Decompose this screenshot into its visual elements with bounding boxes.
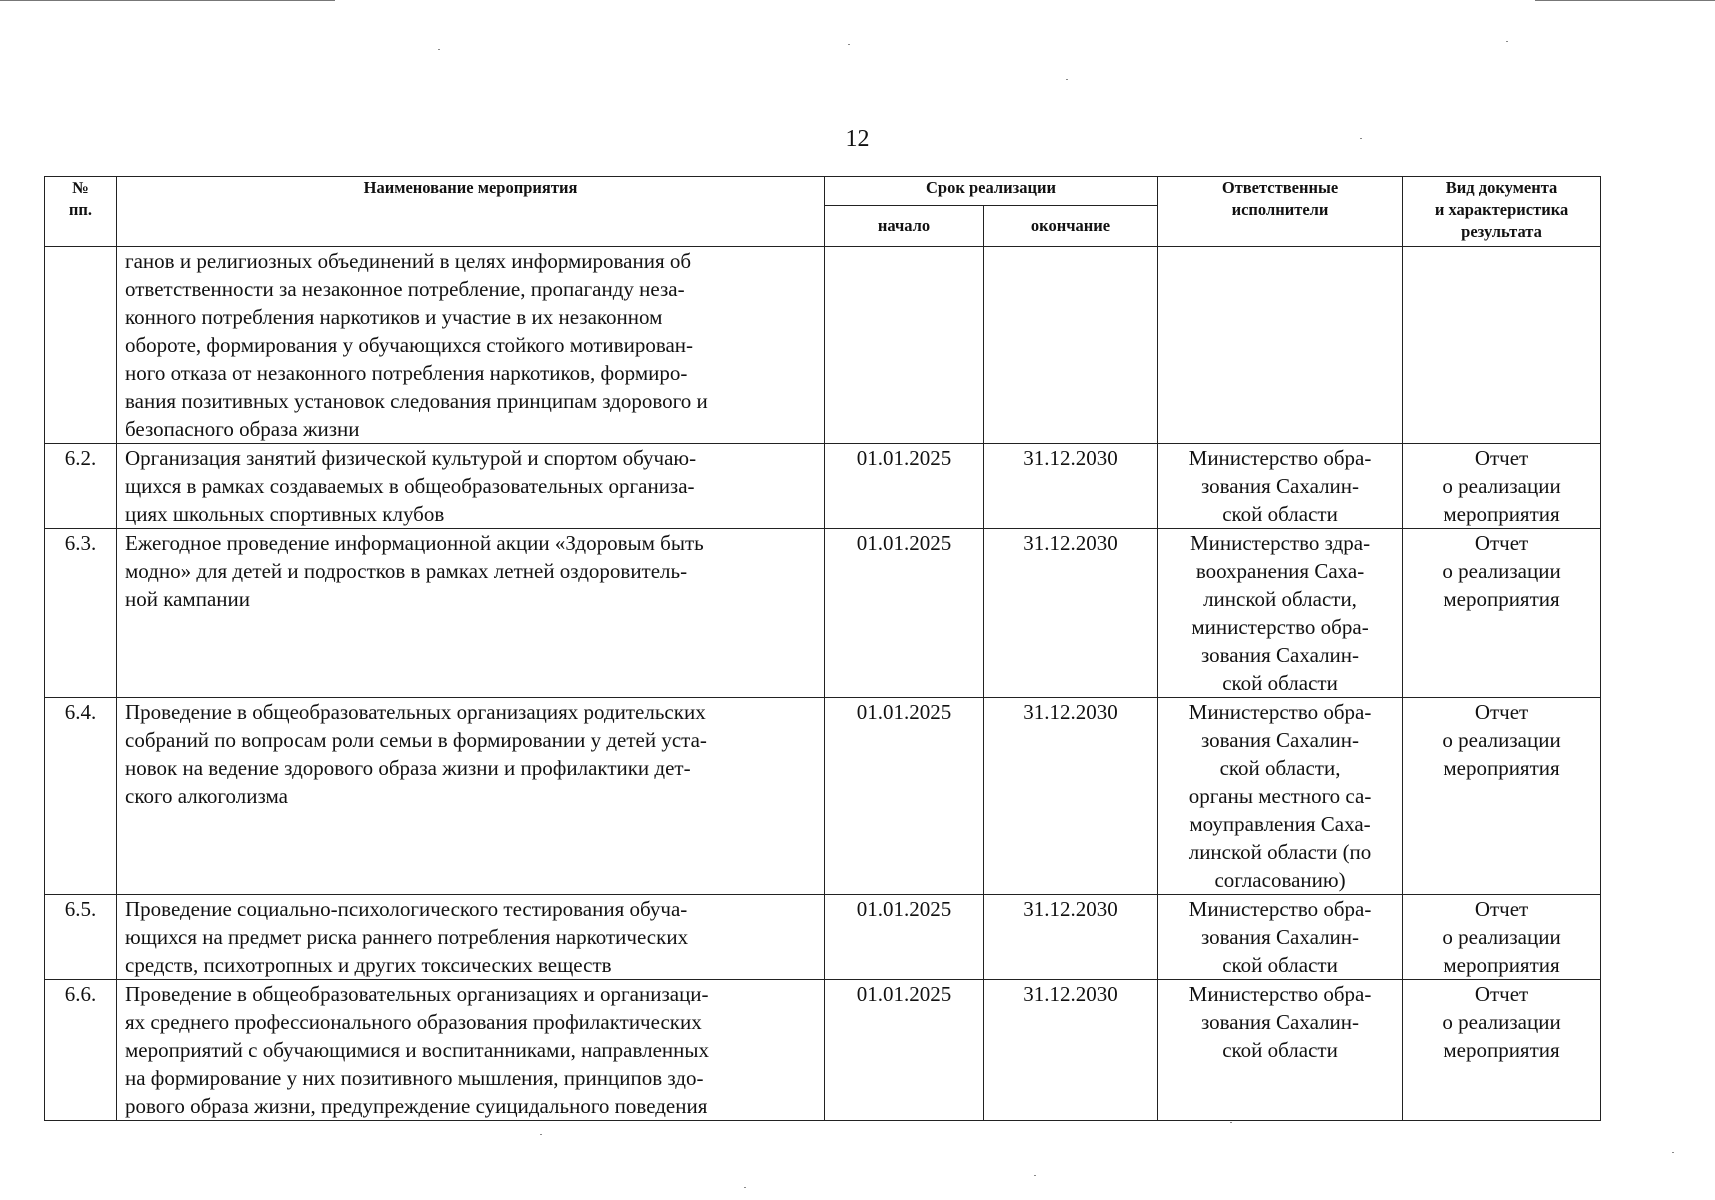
row-document: Отчет о реализации мероприятия — [1403, 444, 1601, 529]
row-document: Отчет о реализации мероприятия — [1403, 980, 1601, 1121]
scan-speck — [438, 49, 440, 50]
row-document — [1403, 247, 1601, 444]
scan-edge-right — [1535, 0, 1715, 1]
table-header — [45, 177, 1601, 247]
row-number — [45, 247, 117, 444]
header-executors: Ответственные исполнители — [1158, 177, 1403, 247]
row-end-date — [984, 247, 1158, 444]
row-executors: Министерство здра- воохранения Саха- линской области, министерство обра- зования Сахалин- ской области — [1158, 529, 1403, 698]
header-end: окончание — [984, 206, 1158, 247]
events-table — [44, 176, 1601, 1121]
row-event-name: Организация занятий физической культурой и спортом обучаю- щихся в рамках создаваемых в общеобразовательных организа- циях школьных спортивных клубов — [117, 444, 825, 529]
table-row — [45, 247, 1601, 444]
row-executors — [1158, 247, 1403, 444]
header-name: Наименование мероприятия — [117, 177, 825, 247]
scan-speck — [540, 1134, 542, 1135]
page-number: 12 — [845, 126, 870, 152]
row-start-date: 01.01.2025 — [825, 980, 984, 1121]
table-row — [45, 698, 1601, 895]
scan-speck — [1230, 1122, 1232, 1123]
row-start-date: 01.01.2025 — [825, 895, 984, 980]
scan-speck — [1066, 79, 1068, 80]
row-document: Отчет о реализации мероприятия — [1403, 895, 1601, 980]
row-start-date — [825, 247, 984, 444]
table-row — [45, 444, 1601, 529]
row-end-date: 31.12.2030 — [984, 444, 1158, 529]
row-event-name: Проведение социально-психологического тестирования обуча- ющихся на предмет риска раннего потребления наркотических средств, психотропных и других токсических веществ — [117, 895, 825, 980]
table-row — [45, 529, 1601, 698]
scan-speck — [1672, 1152, 1674, 1153]
row-number: 6.4. — [45, 698, 117, 895]
row-number: 6.5. — [45, 895, 117, 980]
row-end-date: 31.12.2030 — [984, 529, 1158, 698]
scan-speck — [1506, 41, 1508, 42]
row-executors: Министерство обра- зования Сахалин- ской области — [1158, 444, 1403, 529]
header-period: Срок реализации — [825, 177, 1158, 206]
scan-speck — [1360, 138, 1362, 139]
row-end-date: 31.12.2030 — [984, 895, 1158, 980]
row-start-date: 01.01.2025 — [825, 698, 984, 895]
row-end-date: 31.12.2030 — [984, 698, 1158, 895]
row-start-date: 01.01.2025 — [825, 529, 984, 698]
scan-speck — [1034, 1175, 1036, 1176]
scan-edge-left — [0, 0, 335, 1]
row-executors: Министерство обра- зования Сахалин- ской области, органы местного са- моуправления Саха- линской области (по согласованию) — [1158, 698, 1403, 895]
header-document: Вид документа и характеристика результата — [1403, 177, 1601, 247]
row-document: Отчет о реализации мероприятия — [1403, 529, 1601, 698]
row-number: 6.3. — [45, 529, 117, 698]
row-event-name: Ежегодное проведение информационной акции «Здоровым быть модно» для детей и подростков в рамках летней оздоровитель- ной кампании — [117, 529, 825, 698]
table-row — [45, 980, 1601, 1121]
row-event-name: Проведение в общеобразовательных организациях и организаци- ях среднего профессионального образования профилактических мероприятий с обучающимися и воспитанниками, направленных на формирование у них позитивного мышления, принципов здо- рового образа жизни, предупреждение суицидального поведения — [117, 980, 825, 1121]
row-start-date: 01.01.2025 — [825, 444, 984, 529]
row-executors: Министерство обра- зования Сахалин- ской области — [1158, 980, 1403, 1121]
row-document: Отчет о реализации мероприятия — [1403, 698, 1601, 895]
scan-speck — [744, 1187, 746, 1188]
header-start: начало — [825, 206, 984, 247]
header-num: № пп. — [45, 177, 117, 247]
row-event-name: ганов и религиозных объединений в целях информирования об ответственности за незаконное потребление, пропаганду неза- конного потребления наркотиков и участие в их незаконном обороте, формирования у обучающихся стойкого мотивирован- ного отказа от незаконного потребления наркотиков, формиро- вания позитивных установок следования принципам здорового и безопасного образа жизни — [117, 247, 825, 444]
scan-speck — [848, 44, 850, 45]
row-number: 6.6. — [45, 980, 117, 1121]
row-number: 6.2. — [45, 444, 117, 529]
row-executors: Министерство обра- зования Сахалин- ской области — [1158, 895, 1403, 980]
row-end-date: 31.12.2030 — [984, 980, 1158, 1121]
table-row — [45, 895, 1601, 980]
row-event-name: Проведение в общеобразовательных организациях родительских собраний по вопросам роли семьи в формировании у детей уста- новок на ведение здорового образа жизни и профилактики дет- ского алкоголизма — [117, 698, 825, 895]
